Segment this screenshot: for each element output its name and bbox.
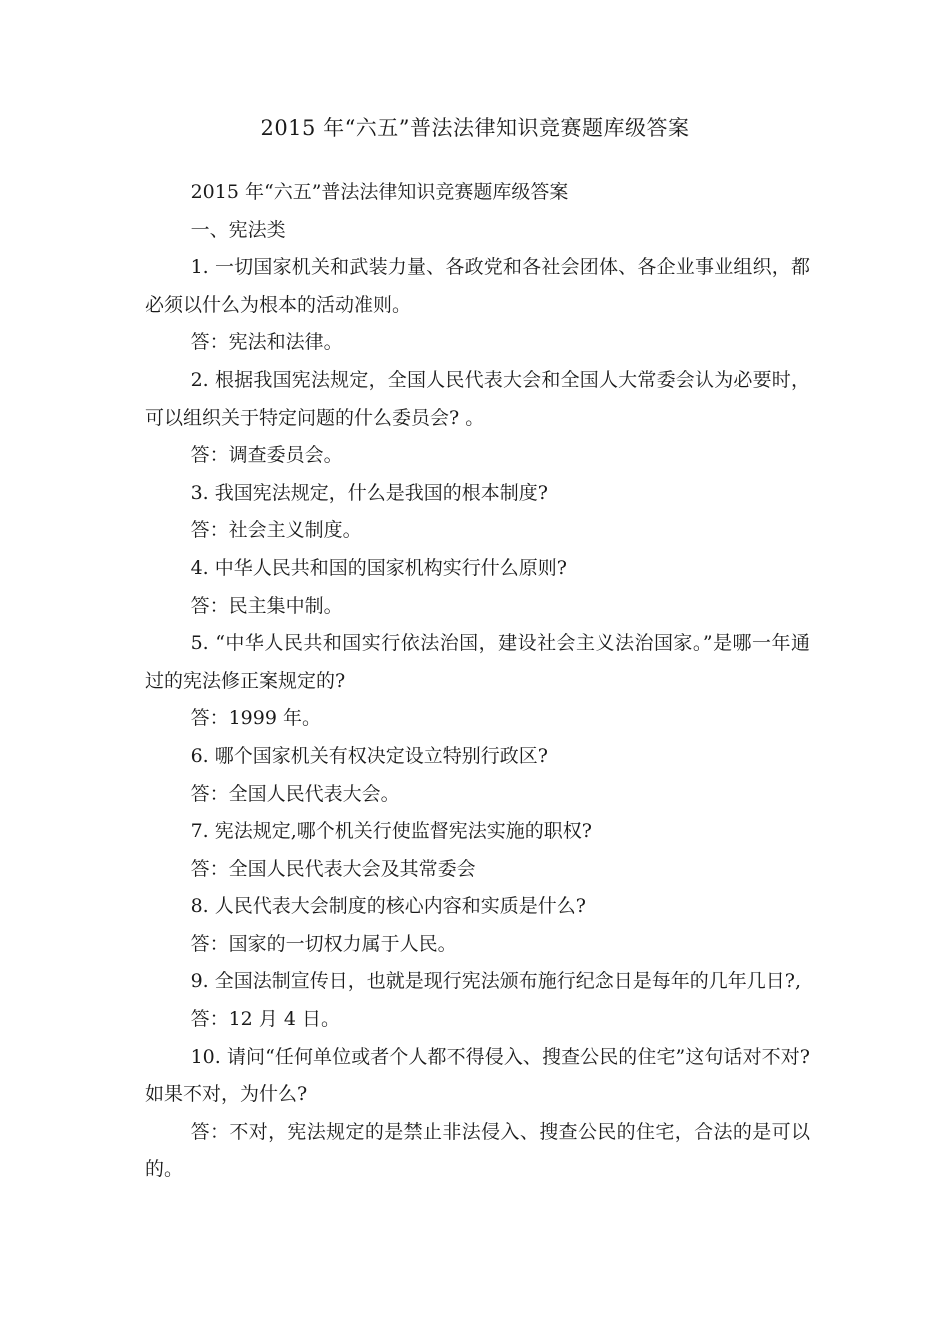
answer-1: 答：宪法和法律。 — [190, 331, 343, 354]
answer-3: 答：社会主义制度。 — [190, 519, 362, 542]
answer-9: 答：12 月 4 日。 — [190, 1008, 340, 1031]
answer-2: 答：调查委员会。 — [190, 444, 343, 467]
answer-4: 答：民主集中制。 — [190, 594, 343, 617]
answer-7: 答：全国人民代表大会及其常委会 — [190, 857, 476, 880]
question-9: 9. 全国法制宣传日，也就是现行宪法颁布施行纪念日是每年的几年几日?, — [190, 970, 801, 993]
answer-10: 答：不对，宪法规定的是禁止非法侵入、搜查公民的住宅，合法的是可以的。 — [145, 1120, 810, 1181]
paragraph-subtitle: 2015 年“六五”普法法律知识竞赛题库级答案 — [190, 181, 569, 203]
answer-5: 答：1999 年。 — [190, 707, 321, 730]
question-6: 6. 哪个国家机关有权决定设立特别行政区? — [190, 744, 548, 767]
question-8: 8. 人民代表大会制度的核心内容和实质是什么? — [190, 895, 586, 918]
question-7: 7. 宪法规定,哪个机关行使监督宪法实施的职权? — [190, 820, 592, 843]
answer-6: 答：全国人民代表大会。 — [190, 782, 400, 805]
section-heading: 一、宪法类 — [190, 218, 286, 241]
question-3: 3. 我国宪法规定，什么是我国的根本制度? — [190, 481, 548, 504]
document-title: 2015 年“六五”普法法律知识竞赛题库级答案 — [260, 116, 690, 140]
question-2: 2. 根据我国宪法规定，全国人民代表大会和全国人大常委会认为必要时，可以组织关于特定问题的什么委员会? 。 — [145, 368, 810, 429]
document-body — [145, 174, 810, 1189]
question-5: 5. “中华人民共和国实行依法治国，建设社会主义法治国家。”是哪一年通过的宪法修正案规定的? — [145, 632, 810, 692]
question-1: 1. 一切国家机关和武装力量、各政党和各社会团体、各企业事业组织，都必须以什么为根本的活动准则。 — [145, 256, 810, 316]
question-10: 10. 请问“任何单位或者个人都不得侵入、搜查公民的住宅”这句话对不对?如果不对，为什么? — [145, 1045, 810, 1106]
question-4: 4. 中华人民共和国的国家机构实行什么原则? — [190, 556, 567, 579]
answer-8: 答：国家的一切权力属于人民。 — [190, 932, 457, 955]
